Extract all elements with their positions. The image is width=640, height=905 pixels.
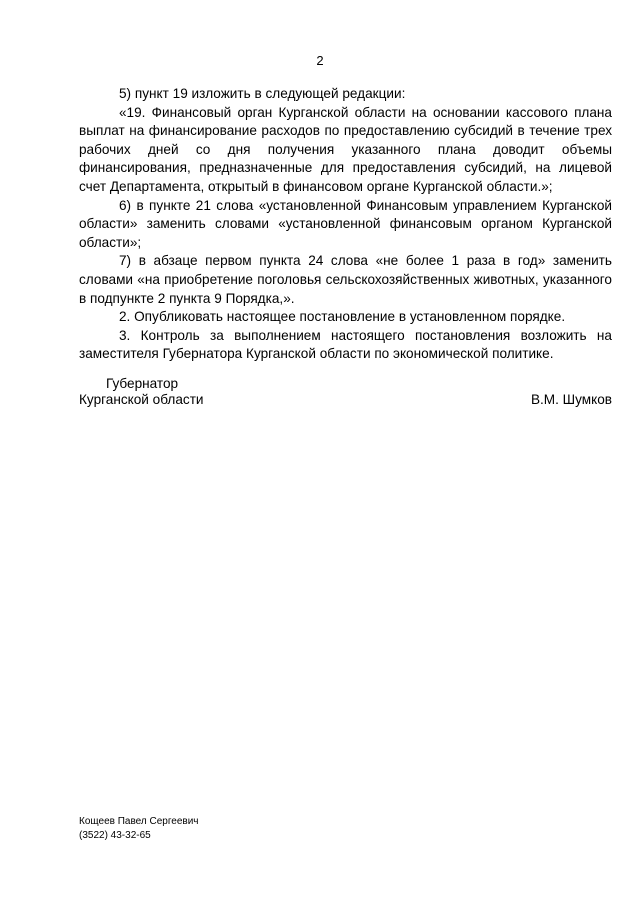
paragraph-point-2: 2. Опубликовать настоящее постановление в установленном порядке. <box>119 309 566 325</box>
page-number: 2 <box>316 53 324 68</box>
signer-position-line1: Губернатор <box>106 376 179 391</box>
document-body <box>79 85 612 364</box>
signer-position-line2: Курганской области <box>79 392 204 407</box>
executor-phone: (3522) 43-32-65 <box>79 830 151 841</box>
executor-name: Кощеев Павел Сергеевич <box>79 816 199 827</box>
paragraph-item-6: 6) в пункте 21 слова «установленной Финансовым управлением Курганской области» заменить словами «установленной финансовым органом Курганской области»; <box>79 197 612 250</box>
executor-block <box>79 815 199 843</box>
paragraph-point-3: 3. Контроль за выполнением настоящего постановления возложить на заместителя Губернатора Курганской области по экономической политике. <box>79 327 612 362</box>
paragraph-item-5: 5) пункт 19 изложить в следующей редакции: <box>119 86 406 101</box>
paragraph-item-19-text: «19. Финансовый орган Курганской области на основании кассового плана выплат на финансирование расходов по предоставлению субсидий в течение трех рабочих дней со дня получения указанного плана доводит объемы финансирования, предназначенные для предоставления субсидий, на лицевой счет Департамента, открытый в финансовом органе Курганской области.»; <box>79 104 612 194</box>
paragraph-item-7: 7) в абзаце первом пункта 24 слова «не более 1 раза в год» заменить словами «на приобретение поголовья сельскохозяйственных животных, указанного в подпункте 2 пункта 9 Порядка,». <box>79 253 612 306</box>
signer-name: В.М. Шумков <box>530 392 612 407</box>
